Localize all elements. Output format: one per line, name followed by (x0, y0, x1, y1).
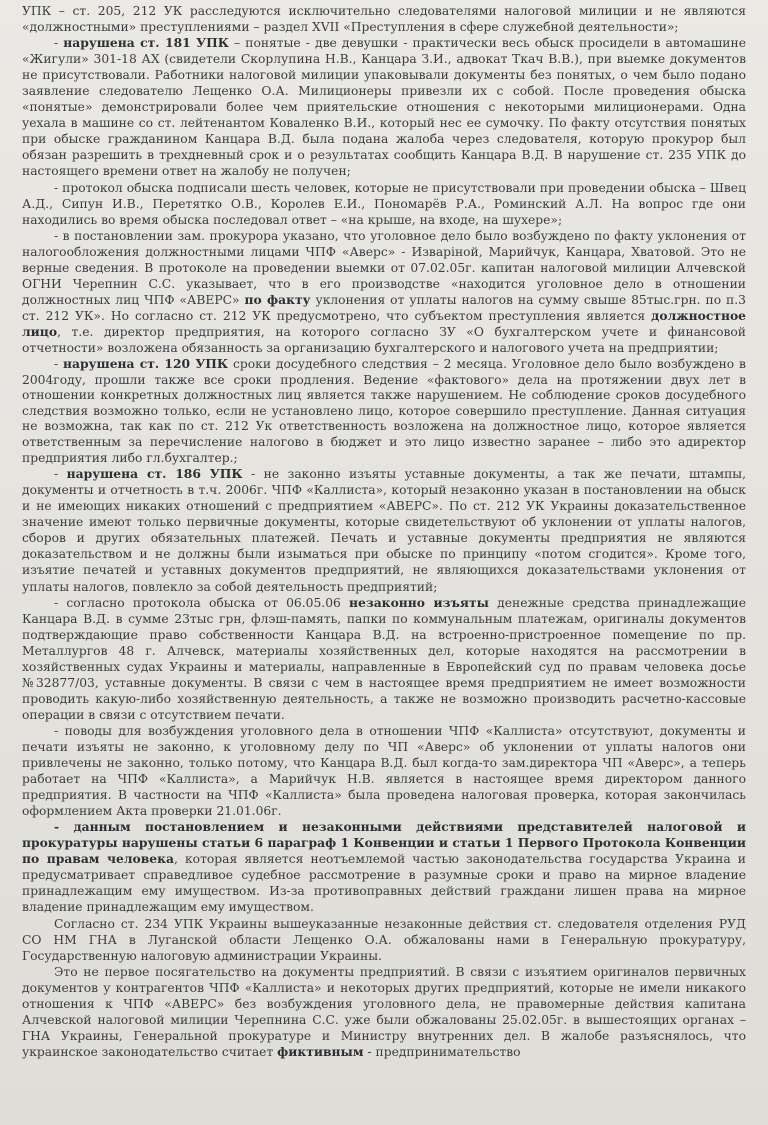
bold-text-run: нарушена ст. 181 УПК (63, 35, 229, 51)
text-run: - не законно изъяты уставные документы, а так же печати, штампы, документы и отчетность в т.ч. 2006г. ЧПФ «Каллиста», который незаконно указан в постановлении на обыск и не имеющих никаких отношений с предприятием «АВЕРС». По ст. 212 УК Украины доказательственное значение имеют только первичные документы, которые свидетельствуют об уклонении от уплаты налогов, сборов и других обязательных платежей. Печать и уставные документы предприятия не являются доказательством и не должны были изыматься при обыске по принципу «потом сгодится». Кроме того, изъятие печатей и уставных документов предприятий, не являющихся доказательствами уклонения от уплаты налогов, повлекло за собой деятельность предприятий; (22, 467, 747, 594)
bold-text-run: нарушена ст. 120 УПК (63, 356, 229, 372)
text-run: - (54, 467, 67, 482)
bold-text-run: фиктивным (277, 1043, 364, 1059)
bold-text-run: по факту (244, 291, 311, 307)
text-run: уклонения от уплаты налогов на сумму свыше 85тыс.грн. по п.3 ст. 212 УК». Но согласно ст. 212 УК предусмотрено, что субъектом преступления является (22, 292, 746, 323)
paragraph-violation-art-120 (22, 356, 746, 466)
bold-text-run: должностное лицо (22, 307, 746, 339)
paragraph-kallista-grounds (22, 723, 746, 819)
text-run: - протокол обыска подписали шесть человек, которые не присутствовали при проведении обыска – Швец А.Д., Сипун И.В., Перетятко О.В., Королев Е.И., Пономарёв Р.А., Роминский А.Л. На вопрос где они находились во время обыска последовал ответ – «на крыше, на входе, на шухере»; (22, 180, 746, 227)
text-run: денежные средства принадлежащие Канцара В.Д. в сумме 23тыс грн, флэш-память, папки по коммунальным платежам, оригиналы документов подтверждающие право собственности Канцара В.Д. на встроенно-пристроенное помещение по пр. Металлургов 48 г. Алчевск, материалы хозяйственных дел, которые находятся на рассмотрении в хозяйственных судах Украины и материалы, направленные в Европейский суд по правам человека досье №32877/03, уставные документы. В связи с чем в настоящее время предприятием не имеет возможности проводить какую-либо хозяйственную деятельность, а также не возможно производить расчетно-кассовые операции в связи с отсутствием печати. (22, 595, 746, 722)
paragraph-prosecutor-resolution (22, 228, 746, 356)
text-run: - (54, 357, 64, 372)
text-run: – понятые - две девушки - практически весь обыск просидели в автомашине «Жигули» 301-18 АХ (свидетели Скорлупина Н.В., Канцара З.И., адвокат Ткач В.В.), при выемке документов не присутствовали. Работники налоговой милиции упаковывали документы без понятых, о чем было подано заявление следователю Лещенко О.А. Милиционеры привезли их с собой. После проведения обыска «понятые» демонстрировали более чем приятельские отношения с некоторыми милиционерами. Одна уехала в машине со ст. лейтенантом Коваленко В.И., который нес ее сумочку. По факту отсутствия понятых при обыске гражданином Канцара В.Д. была подана жалоба через следователя, которую прокурор был обязан разрешить в трехдневный срок и о результатах сообщить Канцара В.Д. В нарушение ст. 235 УПК до настоящего времени ответ на жалобу не получен; (22, 36, 746, 179)
bold-text-run: - данным постановлением и незаконными действиями представителей налоговой и прокуратуры нарушены статьи 6 параграф 1 Конвенции и статьи 1 Первого Протокола Конвенции по правам человека (22, 819, 746, 867)
text-run: , т.е. директор предприятия, на которого согласно ЗУ «О бухгалтерском учете и финансовой отчетности» возложена обязанность за организацию бухгалтерского и налогового учета на предприятии; (22, 324, 746, 355)
paragraph-previous-encroachment (22, 964, 746, 1060)
bold-text-run: незаконно изъяты (349, 594, 489, 610)
text-run: - согласно протокола обыска от 06.05.06 (54, 595, 350, 610)
paragraph-appeal-art-234 (22, 916, 746, 964)
text-run: УПК – ст. 205, 212 УК расследуются исключительно следователями налоговой милиции и не являются «должностными» преступлениями – раздел XVII «Преступления в сфере служебной деятельности»; (22, 4, 746, 35)
paragraph-illegally-seized-funds (22, 595, 746, 723)
text-run: - (54, 36, 64, 51)
paragraph-violation-art-186 (22, 466, 746, 594)
paragraph-search-protocol-signatures (22, 180, 746, 228)
text-run: сроки досудебного следствия – 2 месяца. Уголовное дело было возбуждено в 2004году, прошли также все сроки продления. Ведение «фактового» дела на протяжении двух лет в отношении конкретных должностных лиц является также нарушением. Не соблюдение сроков досудебного следствия возможно только, если не установлено лицо, которое совершило преступление. Данная ситуация не возможна, так как по ст. 212 Ук ответственность возложена на должностное лицо, которое является ответственным за перечисление налогово в бюджет и это лицо известно заранее – либо это адиректор предприятия либо гл.бухгалтер.; (22, 357, 746, 465)
paragraph-upk-investigation (22, 3, 746, 35)
text-run: , которая является неотъемлемой частью законодательства государства Украина и предусматривает справедливое судебное рассмотрение в разумные сроки и право на мирное владение принадлежащим ему имуществом. Из-за противоправных действий граждани лишен права на мирное владение принадлежащим ему имуществом. (22, 852, 747, 915)
text-run: - поводы для возбуждения уголовного дела в отношении ЧПФ «Каллиста» отсутствуют, документы и печати изъяты не законно, к уголовному делу по ЧП «Аверс» об уклонении от уплаты налогов они привлечены не законно, только потому, что Канцара В.Д. был когда-то зам.директора ЧП «Аверс», а теперь работает на ЧПФ «Каллиста», а Марийчук Н.В. является в настоящее время директором данного предприятия. В частности на ЧПФ «Каллиста» была проведена налоговая проверка, которая закончилась оформлением Акта проверки 21.01.06г. (22, 723, 746, 819)
paragraph-convention-violation (22, 819, 746, 915)
text-run: - предпринимательство (363, 1044, 521, 1059)
text-run: - в постановлении зам. прокурора указано, что уголовное дело было возбуждено по факту уклонения от налогообложения должностными лицами ЧПФ «Аверс» - Изварiной, Марийчук, Канцара, Хватовой. Это не верные сведения. В протоколе на проведении выемки от 07.02.05г. капитан налоговой милиции Алчевской ОГНИ Черепнин С.С. указывает, что в его производстве «находится уголовное дело в отношении должностных лиц ЧПФ «АВЕРС» (22, 228, 746, 307)
text-run: Согласно ст. 234 УПК Украины вышеуказанные незаконные действия ст. следователя отделения РУД СО НМ ГНА в Луганской области Лещенко О.А. обжалованы нами в Генеральную прокуратуру, Государственную налоговую администрации Украины. (22, 916, 746, 963)
text-run: Это не первое посягательство на документы предприятий. В связи с изъятием оригиналов первичных документов у контрагентов ЧПФ «Каллиста» и некоторых других предприятий, которые не имели никакого отношения к ЧПФ «АВЕРС» без возбуждения уголовного дела, не правомерные действия капитана Алчевской налоговой милиции Черепнина С.С. уже были обжалованы 25.02.05г. в вышестоящих органах – ГНА Украины, Генеральной прокуратуре и Министру внутренних дел. В жалобе разъяснялось, что украинское законодательство считает (22, 964, 746, 1059)
bold-text-run: нарушена ст. 186 УПК (66, 466, 243, 482)
paragraph-violation-art-181 (22, 35, 746, 179)
